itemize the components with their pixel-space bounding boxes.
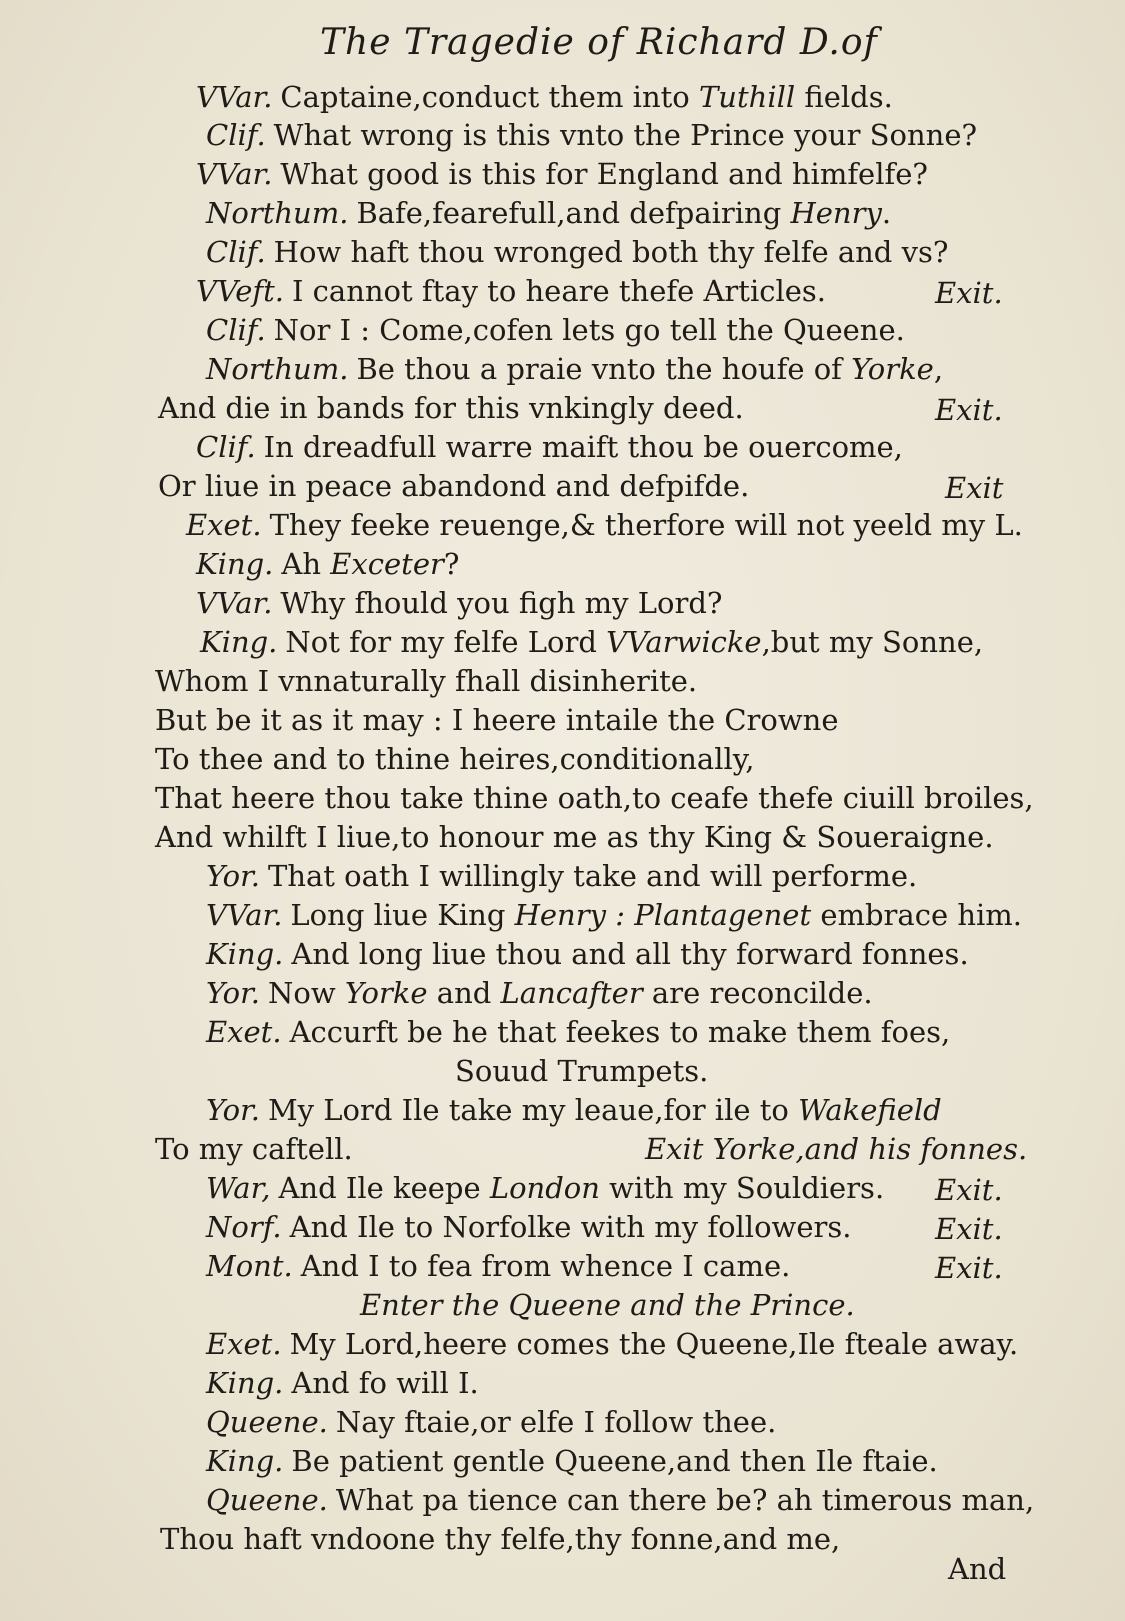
text-line: Or liue in peace abandond and defpifde. xyxy=(158,469,750,503)
text-line: King. Be patient gentle Queene,and then Ile ftaie. xyxy=(206,1444,938,1478)
text-line: VVar. What good is this for England and himfelfe? xyxy=(196,157,928,191)
stage-direction-exit: Exit Yorke,and his fonnes. xyxy=(645,1132,1028,1166)
speaker: Northum. xyxy=(206,352,349,386)
speaker: VVar. xyxy=(196,80,273,114)
speaker: Clif. xyxy=(196,430,256,464)
speaker: VVar. xyxy=(196,157,273,191)
speaker: Exet. xyxy=(206,1015,282,1049)
speaker: VVar. xyxy=(206,898,283,932)
speaker: King. xyxy=(206,937,284,971)
text-line: War, And Ile keepe London with my Souldiers. xyxy=(206,1171,885,1205)
speaker: VVeft. xyxy=(196,274,284,308)
text-line: And die in bands for this vnkingly deed. xyxy=(158,391,744,425)
speaker: Yor. xyxy=(206,976,260,1010)
text-line: To thee and to thine heires,conditionally, xyxy=(155,742,755,776)
text-line: To my caftell. xyxy=(155,1132,353,1166)
text-line: Exet. Accurft be he that feekes to make them foes, xyxy=(206,1015,951,1049)
text-line: King. Not for my felfe Lord VVarwicke,but my Sonne, xyxy=(200,625,984,659)
stage-direction-exit: Exit. xyxy=(935,1173,1003,1207)
speaker: Mont. xyxy=(206,1249,293,1283)
text-line: Clif. What wrong is this vnto the Prince your Sonne? xyxy=(206,118,978,152)
speaker: VVar. xyxy=(196,586,273,620)
speaker: King. xyxy=(196,547,274,581)
speaker: King. xyxy=(200,625,278,659)
stage-direction-exit: Exit. xyxy=(935,393,1003,427)
text-line: King. Ah Exceter? xyxy=(196,547,460,581)
text-line: Yor. My Lord Ile take my leaue,for ile to Wakefield xyxy=(206,1093,942,1127)
text-line: Queene. Nay ftaie,or elfe I follow thee. xyxy=(206,1405,777,1439)
speaker: Exet. xyxy=(206,1327,282,1361)
speaker: Clif. xyxy=(206,118,266,152)
speaker: King. xyxy=(206,1366,284,1400)
speaker: War, xyxy=(206,1171,271,1205)
text-line: Queene. What pa tience can there be? ah timerous man, xyxy=(206,1483,1035,1517)
text-line: VVar. Long liue King Henry : Plantagenet embrace him. xyxy=(206,898,1022,932)
text-line: Exet. They feeke reuenge,& therfore will not yeeld my L. xyxy=(186,508,1023,542)
running-title: The Tragedie of Richard D.of xyxy=(320,22,878,63)
text-line: Northum. Be thou a praie vnto the houfe of Yorke, xyxy=(206,352,944,386)
stage-direction-exit: Exit. xyxy=(935,276,1003,310)
catchword: And xyxy=(948,1552,1007,1586)
stage-direction-exit: Exit. xyxy=(935,1212,1003,1246)
speaker: Exet. xyxy=(186,508,262,542)
text-line: VVar. Captaine,conduct them into Tuthill fields. xyxy=(196,80,893,114)
text-line: Yor. Now Yorke and Lancafter are reconcilde. xyxy=(206,976,873,1010)
text-line: Whom I vnnaturally fhall disinherite. xyxy=(155,664,698,698)
speaker: Clif. xyxy=(206,313,266,347)
text-line: Thou haft vndoone thy felfe,thy fonne,and me, xyxy=(160,1522,841,1556)
speaker: Queene. xyxy=(206,1483,328,1517)
text-line: Exet. My Lord,heere comes the Queene,Ile fteale away. xyxy=(206,1327,1019,1361)
speaker: Yor. xyxy=(206,859,260,893)
text-line: VVar. Why fhould you figh my Lord? xyxy=(196,586,723,620)
text-line: But be it as it may : I heere intaile the Crowne xyxy=(155,703,839,737)
text-line: King. And long liue thou and all thy forward fonnes. xyxy=(206,937,969,971)
text-line: Northum. Bafe,fearefull,and defpairing Henry. xyxy=(206,196,892,230)
speaker: King. xyxy=(206,1444,284,1478)
stage-direction: Souud Trumpets. xyxy=(455,1054,709,1088)
text-line: Clif. Nor I : Come,cofen lets go tell the Queene. xyxy=(206,313,905,347)
stage-direction-enter: Enter the Queene and the Prince. xyxy=(360,1288,855,1322)
text-line: That heere thou take thine oath,to ceafe thefe ciuill broiles, xyxy=(155,781,1034,815)
text-line: Norf. And Ile to Norfolke with my followers. xyxy=(206,1210,852,1244)
text-line: And whilft I liue,to honour me as thy King & Soueraigne. xyxy=(155,820,994,854)
speaker: Queene. xyxy=(206,1405,328,1439)
text-line: Clif. How haft thou wronged both thy felfe and vs? xyxy=(206,235,949,269)
speaker: Norf. xyxy=(206,1210,282,1244)
text-line: Yor. That oath I willingly take and will performe. xyxy=(206,859,918,893)
stage-direction-exit: Exit. xyxy=(935,1251,1003,1285)
text-line: Mont. And I to fea from whence I came. xyxy=(206,1249,791,1283)
text-line: Clif. In dreadfull warre maift thou be ouercome, xyxy=(196,430,903,464)
speaker: Yor. xyxy=(206,1093,260,1127)
stage-direction-exit: Exit xyxy=(945,471,1004,505)
text-line: VVeft. I cannot ftay to heare thefe Articles. xyxy=(196,274,826,308)
speaker: Clif. xyxy=(206,235,266,269)
text-line: King. And fo will I. xyxy=(206,1366,479,1400)
speaker: Northum. xyxy=(206,196,349,230)
